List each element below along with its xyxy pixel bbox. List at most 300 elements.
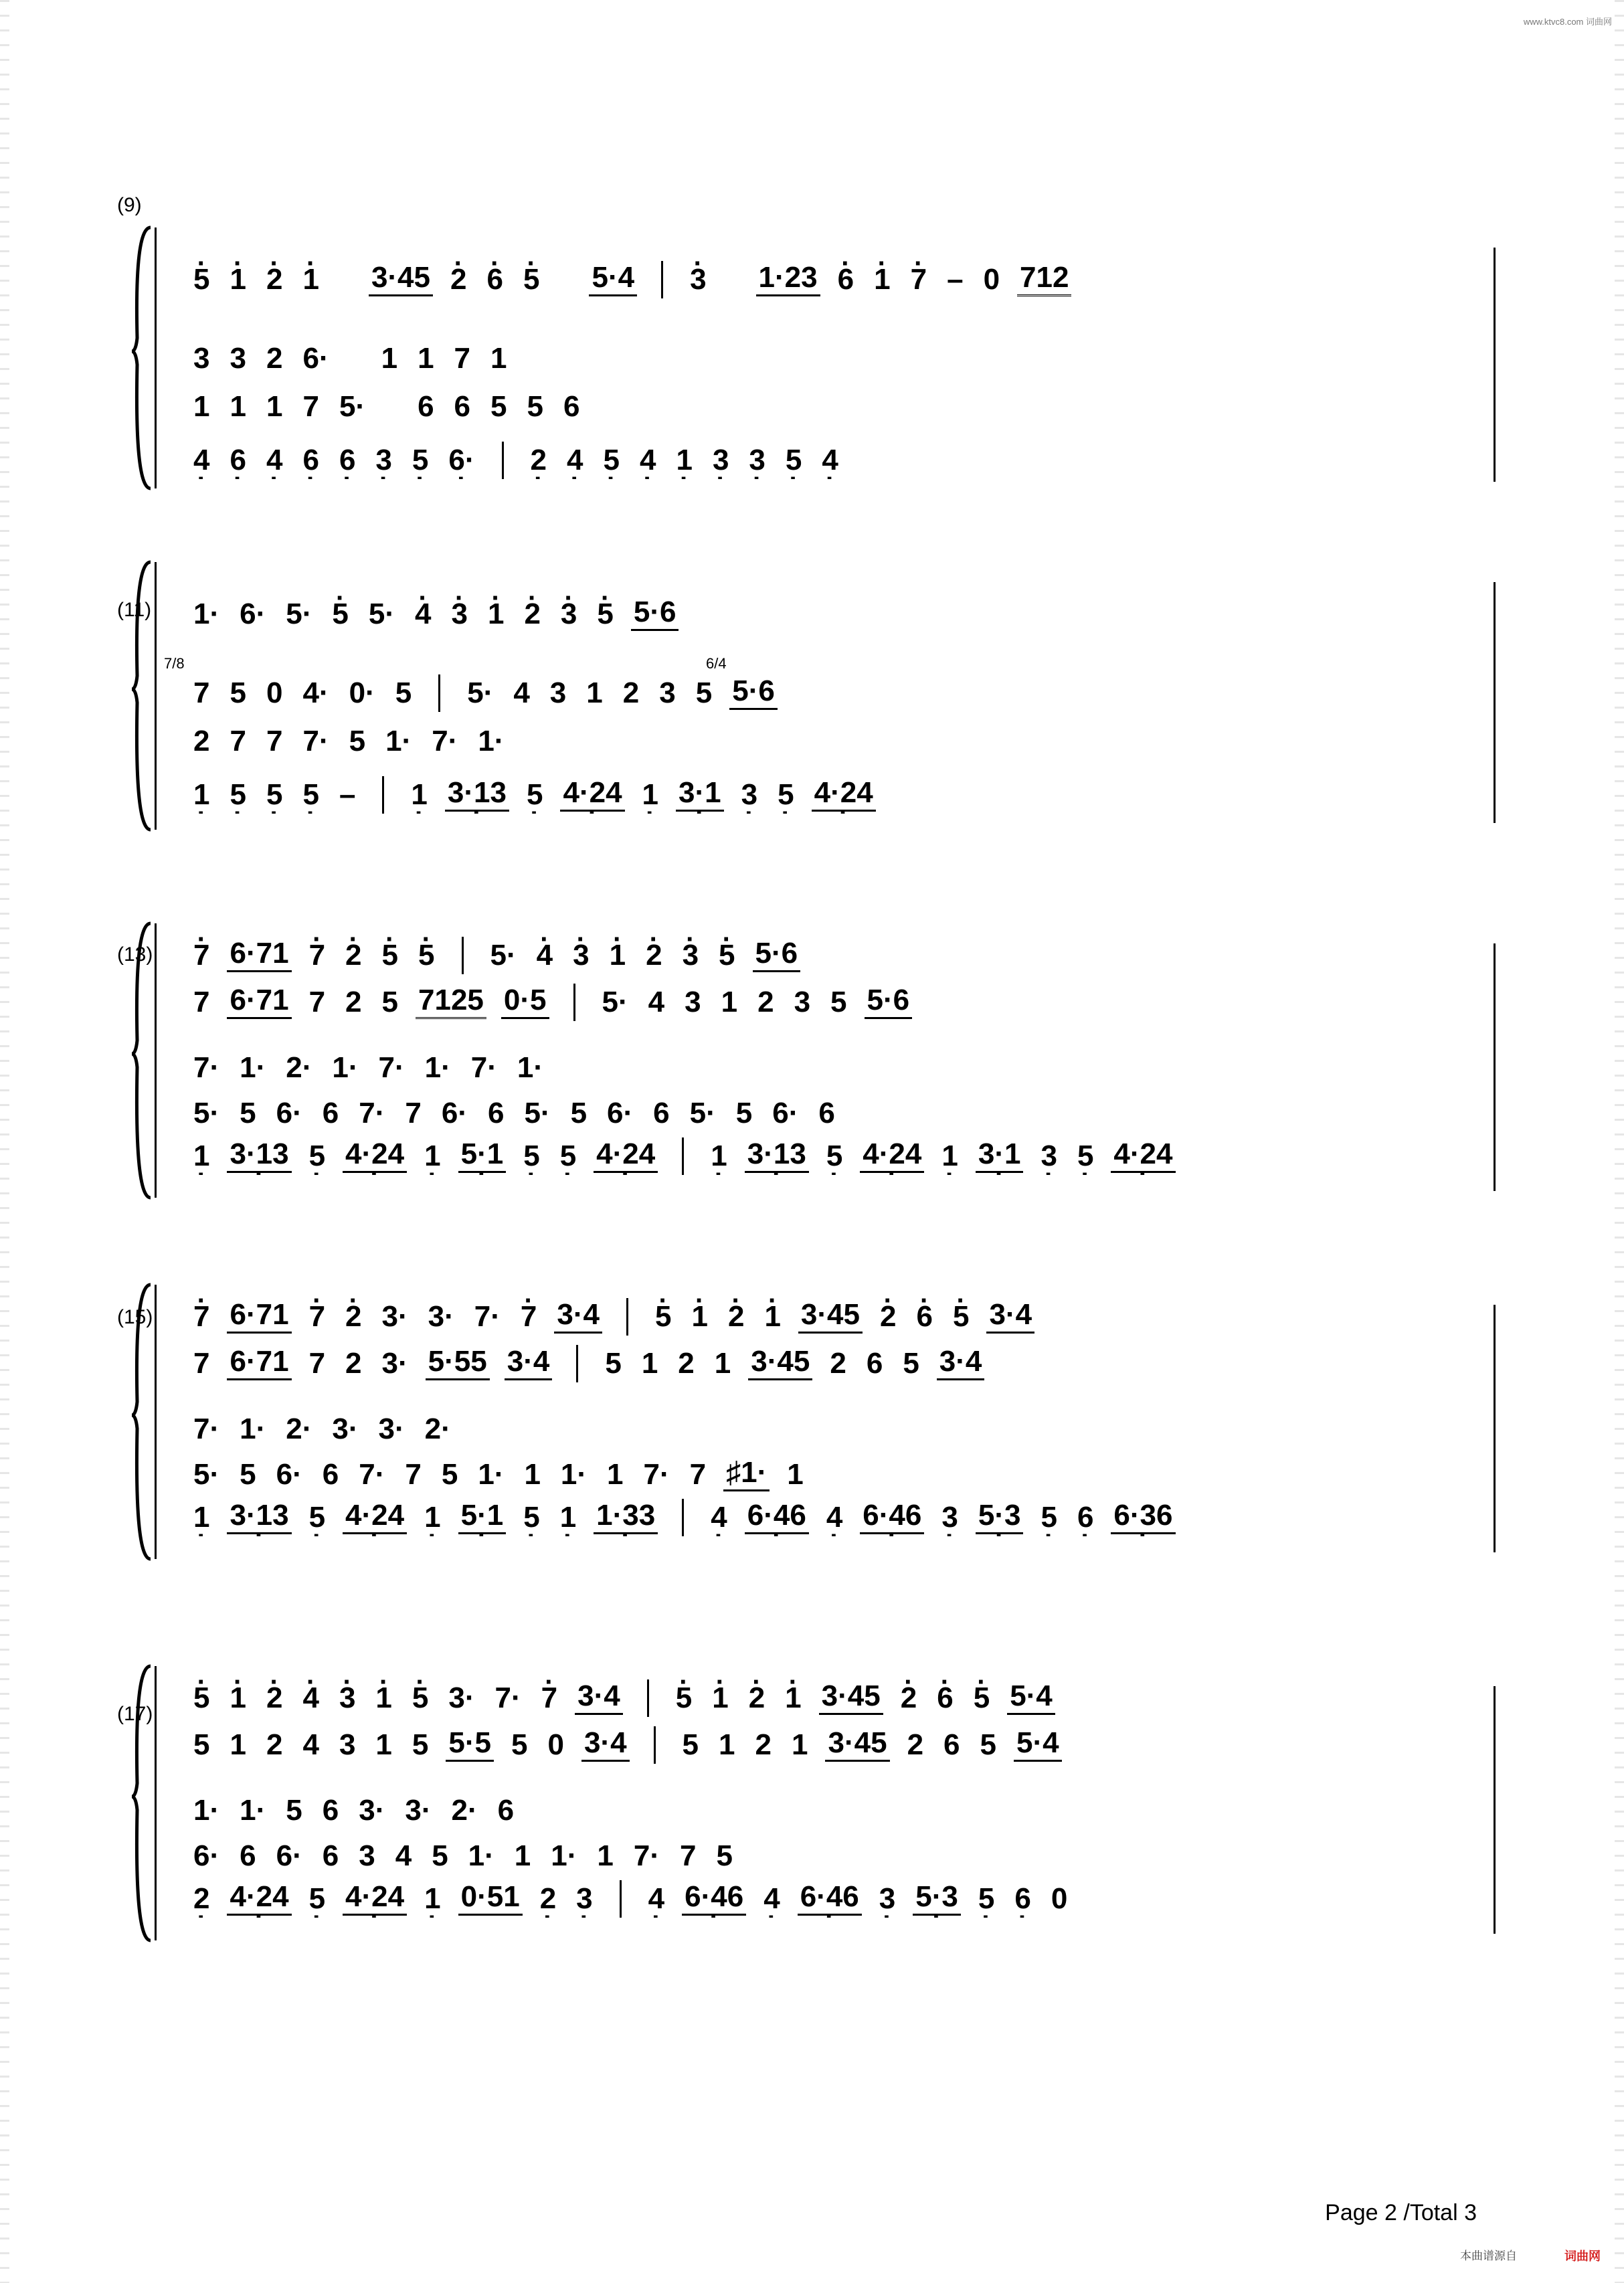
note: 1· xyxy=(193,598,220,630)
barline xyxy=(661,261,663,298)
note: 5 · xyxy=(521,1503,542,1532)
note: · 2 xyxy=(725,1302,747,1332)
note: 6· xyxy=(193,1839,220,1872)
note: 6 xyxy=(240,1839,256,1872)
system-left-barline xyxy=(155,1285,157,1559)
note: 1 · xyxy=(422,1884,443,1914)
note: 7 xyxy=(405,1097,422,1129)
barline xyxy=(502,442,504,479)
note: 5 xyxy=(381,986,399,1018)
note: 5 · xyxy=(557,1142,579,1171)
note: · 5 xyxy=(191,1683,212,1713)
note: 3· xyxy=(381,1347,408,1380)
note: · 5 xyxy=(594,600,616,629)
notation-row xyxy=(191,596,1482,633)
note: 7· xyxy=(643,1458,670,1491)
note: 3· xyxy=(359,1794,385,1827)
watermark-source-label: 本曲谱源自 xyxy=(1460,2250,1517,2262)
note: 4 · xyxy=(646,1884,667,1914)
note: 1 xyxy=(792,1728,808,1761)
note: 3·4 xyxy=(554,1300,602,1334)
note: 1 · xyxy=(191,1503,212,1532)
note: 712 xyxy=(1017,263,1071,296)
note: 3·1 · xyxy=(976,1139,1024,1173)
system-brace xyxy=(130,535,153,843)
note: 4· xyxy=(302,676,329,709)
note: 5·5 xyxy=(446,1728,494,1762)
note: 3 · xyxy=(939,1503,960,1532)
note: 5 xyxy=(716,1839,733,1872)
note: 4 xyxy=(302,1728,319,1761)
note: 6 xyxy=(866,1347,883,1380)
note: 1 xyxy=(375,1728,392,1761)
note: 7 xyxy=(680,1839,697,1872)
note: 3 · xyxy=(710,446,731,475)
note: 1 xyxy=(607,1458,624,1491)
note: 6 · xyxy=(227,446,248,475)
note: 5 · xyxy=(783,446,804,475)
note: 5 · xyxy=(824,1142,845,1171)
note: 7· xyxy=(432,725,458,757)
note: 1 xyxy=(266,390,283,423)
note: 3·13 · xyxy=(227,1501,291,1534)
note: 3 xyxy=(359,1839,375,1872)
notation-row xyxy=(191,1049,1482,1087)
note: 6 xyxy=(818,1097,835,1129)
note: 7· xyxy=(494,1681,521,1714)
left-edge-pattern xyxy=(0,0,9,2283)
note: 5 · xyxy=(227,780,248,810)
note: 5·55 xyxy=(426,1347,490,1380)
note: 7· xyxy=(359,1097,385,1129)
note: · 5 xyxy=(410,1683,431,1713)
note: 5 xyxy=(286,1794,302,1827)
note: 1 xyxy=(787,1458,804,1491)
note: 5·1 · xyxy=(458,1501,507,1534)
note: 7· xyxy=(378,1051,405,1084)
note: 5 · xyxy=(521,1142,542,1171)
note: 3·45 xyxy=(825,1728,889,1762)
note: · 2 xyxy=(448,265,469,294)
note: 2 · xyxy=(537,1884,559,1914)
note: 4·24 · xyxy=(343,1501,407,1534)
note: 2 xyxy=(345,1347,362,1380)
note: 7· xyxy=(359,1458,385,1491)
notation-row xyxy=(191,1345,1482,1382)
note: 6· xyxy=(772,1097,799,1129)
note: 3·45 xyxy=(369,263,433,296)
barline xyxy=(462,937,464,974)
note: 1· xyxy=(478,725,505,757)
note: 5 · xyxy=(524,780,545,810)
note: 5 xyxy=(830,986,847,1018)
note: 1 xyxy=(586,676,603,709)
note: 5 xyxy=(490,390,507,423)
note: · 7 xyxy=(908,265,929,294)
note: 1 · xyxy=(557,1503,579,1532)
time-signature: 7/8 xyxy=(164,655,185,672)
note: 1 · xyxy=(640,780,661,810)
note: 4 · xyxy=(637,446,658,475)
note: 3· xyxy=(378,1412,405,1445)
note: 1 xyxy=(490,342,507,375)
note: 5 xyxy=(230,676,246,709)
note: 3·45 xyxy=(748,1347,812,1380)
note: 6 xyxy=(322,1097,339,1129)
notation-row xyxy=(191,1499,1482,1536)
barline xyxy=(654,1726,656,1764)
note: 6 xyxy=(653,1097,670,1129)
note: 1 · xyxy=(422,1142,443,1171)
note: 1 xyxy=(721,986,738,1018)
system-left-barline xyxy=(155,227,157,488)
measure-number: (17) xyxy=(117,1703,153,1725)
note: 1 · xyxy=(708,1142,729,1171)
note: 4 · xyxy=(708,1503,729,1532)
note: 5·6 xyxy=(865,986,913,1019)
note: 5 · xyxy=(1038,1503,1059,1532)
note: 1· xyxy=(517,1051,543,1084)
note: 4 · xyxy=(191,446,212,475)
note: · 5 xyxy=(950,1302,972,1332)
note: 7 xyxy=(454,342,471,375)
note: 5 xyxy=(511,1728,528,1761)
note: 4·24 · xyxy=(812,778,876,812)
note: 1 xyxy=(719,1728,735,1761)
note: 7 xyxy=(689,1458,707,1491)
note: 2 · xyxy=(528,446,549,475)
barline xyxy=(647,1679,649,1717)
note: 0 xyxy=(1051,1882,1068,1915)
note: 4 xyxy=(648,986,665,1018)
note: 2 xyxy=(757,986,774,1018)
note: 5 · xyxy=(300,780,321,810)
note: 6·71 xyxy=(227,939,291,972)
note: 7 xyxy=(193,1347,210,1380)
note: 5·6 xyxy=(631,598,679,631)
note: 1· xyxy=(332,1051,359,1084)
note: 1· xyxy=(560,1458,588,1491)
notation-row xyxy=(191,1679,1482,1717)
note: 6·71 xyxy=(227,1300,291,1334)
system-right-barline xyxy=(1494,248,1496,482)
note: 4·24 · xyxy=(343,1882,407,1916)
score-system xyxy=(117,1258,1496,1572)
note: 5 · xyxy=(306,1503,328,1532)
note: 5 xyxy=(682,1728,699,1761)
note: 1 xyxy=(418,342,434,375)
note: · 1 xyxy=(373,1683,394,1713)
note: 4 · xyxy=(264,446,285,475)
note: · 7 xyxy=(306,1302,328,1332)
note: 2 xyxy=(907,1728,924,1761)
note: · 2 xyxy=(343,941,364,970)
note: 7 xyxy=(308,1347,326,1380)
note: 5 xyxy=(527,390,543,423)
note: 1 · xyxy=(191,1142,212,1171)
note: 2 xyxy=(266,342,283,375)
note: · 7 xyxy=(191,941,212,970)
note: · 2 xyxy=(343,1302,364,1332)
note: 6·71 xyxy=(227,986,291,1019)
note: 1 xyxy=(193,390,210,423)
note: 3 xyxy=(193,342,210,375)
note: 5 xyxy=(735,1097,753,1129)
measure-number: (13) xyxy=(117,943,153,966)
note: 6· xyxy=(441,1097,468,1129)
note: 6 xyxy=(322,1794,339,1827)
note: 2· xyxy=(286,1051,312,1084)
note: 3·13 · xyxy=(745,1139,809,1173)
right-edge-pattern xyxy=(1615,0,1624,2283)
note: 4·24 · xyxy=(860,1139,924,1173)
note: 5 · xyxy=(976,1884,997,1914)
system-left-barline xyxy=(155,1666,157,1940)
note: 6 · xyxy=(1075,1503,1096,1532)
note: · 1 xyxy=(871,265,893,294)
note: 7125 xyxy=(416,986,486,1019)
note: · 6 xyxy=(835,265,856,294)
note: 6· · xyxy=(446,446,477,475)
notation-row xyxy=(191,1880,1482,1918)
note: 7· xyxy=(474,1300,501,1333)
note: · 6 xyxy=(934,1683,956,1713)
note: 6 xyxy=(418,390,434,423)
note: 5 xyxy=(980,1728,997,1761)
note: 6·46 · xyxy=(745,1501,809,1534)
note: 5 xyxy=(240,1097,256,1129)
header-site-link[interactable]: www.ktvc8.com 词曲网 xyxy=(1523,17,1612,27)
note: 6·46 · xyxy=(860,1501,924,1534)
note: · 4 xyxy=(300,1683,321,1713)
note: 3·13 · xyxy=(445,778,509,812)
time-signature: 6/4 xyxy=(706,655,727,672)
note: 7· xyxy=(302,725,329,757)
note: · 1 xyxy=(485,600,507,629)
note: 6 xyxy=(322,1458,339,1491)
note: 4·24 · xyxy=(1111,1139,1175,1173)
notation-row xyxy=(191,776,1482,814)
barline xyxy=(573,984,575,1021)
note: · 4 xyxy=(534,941,555,970)
note: 5· xyxy=(339,390,366,423)
note: 3·45 xyxy=(819,1681,883,1715)
note: 1 · xyxy=(673,446,695,475)
note: 6 xyxy=(563,390,580,423)
note: 6· xyxy=(240,598,266,630)
note: 5 xyxy=(412,1728,429,1761)
note: 3 xyxy=(659,676,676,709)
note: 3 · xyxy=(746,446,768,475)
note: 4·24 · xyxy=(343,1139,407,1173)
note: 1·33 · xyxy=(594,1501,658,1534)
note: 7 xyxy=(405,1458,422,1491)
note: 4·24 · xyxy=(227,1882,291,1916)
note: · 2 xyxy=(746,1683,768,1713)
note: · 2 xyxy=(264,265,285,294)
note: · 1 xyxy=(761,1302,783,1332)
note: · 5 xyxy=(191,265,212,294)
note: 5· xyxy=(490,939,517,972)
note: 1 · xyxy=(191,780,212,810)
note: 5 · xyxy=(306,1142,328,1171)
note: 1· xyxy=(240,1051,266,1084)
note: 5 xyxy=(903,1347,919,1380)
note: 3· xyxy=(381,1300,408,1333)
note: · 6 xyxy=(484,265,506,294)
watermark-logo: 词曲网 xyxy=(1564,2250,1601,2263)
note: 1· xyxy=(424,1051,451,1084)
notation-row xyxy=(191,388,1482,426)
note: 5· xyxy=(286,598,312,630)
note: 1 · xyxy=(939,1142,960,1171)
note: 1· xyxy=(240,1794,266,1827)
notation-row xyxy=(191,261,1482,298)
note: 0·51 xyxy=(458,1882,523,1916)
system-right-barline xyxy=(1494,1305,1496,1552)
note: 7 xyxy=(230,725,246,757)
note: 1 xyxy=(230,1728,246,1761)
note: 1· xyxy=(551,1839,577,1872)
note: 5· xyxy=(524,1097,551,1129)
note: 5·3 · xyxy=(913,1882,961,1916)
note: 2· xyxy=(424,1412,451,1445)
note: ♯1· xyxy=(723,1458,770,1491)
note: · 1 xyxy=(709,1683,731,1713)
note: 7 xyxy=(266,725,283,757)
note: 7 xyxy=(302,390,319,423)
note: 6· xyxy=(276,1839,302,1872)
note: 4 · xyxy=(564,446,585,475)
notation-row xyxy=(191,442,1482,479)
notation-row xyxy=(191,1137,1482,1175)
note: 3· xyxy=(448,1681,475,1714)
note: 6 xyxy=(454,390,471,423)
note: 0 xyxy=(983,263,1000,296)
note: · 6 xyxy=(913,1302,935,1332)
note: 2 xyxy=(755,1728,772,1761)
note: 5 · xyxy=(1075,1142,1096,1171)
note: 6·36 · xyxy=(1111,1501,1175,1534)
notation-row xyxy=(191,674,1482,712)
note: 3 xyxy=(230,342,246,375)
note: 6· xyxy=(276,1097,302,1129)
page-indicator: Page 2 /Total 3 xyxy=(1325,2200,1477,2225)
note: 7· xyxy=(193,1412,220,1445)
note: 5·3 · xyxy=(976,1501,1024,1534)
note: · 2 xyxy=(898,1683,919,1713)
note: · 1 xyxy=(300,265,321,294)
note: · 7 xyxy=(539,1683,560,1713)
system-right-barline xyxy=(1494,582,1496,823)
note: 6 xyxy=(487,1097,505,1129)
note: 2 xyxy=(830,1347,846,1380)
note: 1 · xyxy=(422,1503,443,1532)
barline xyxy=(626,1298,628,1336)
note: · 2 xyxy=(264,1683,285,1713)
note: 3 xyxy=(339,1728,356,1761)
note: 1 xyxy=(524,1458,541,1491)
note: · 5 xyxy=(652,1302,674,1332)
note: 1 xyxy=(714,1347,731,1380)
note: 5 xyxy=(349,725,366,757)
note: 5 xyxy=(695,676,713,709)
note: 4 · xyxy=(824,1503,845,1532)
note: · 3 xyxy=(558,600,579,629)
note: 3 xyxy=(685,986,701,1018)
note: · 5 xyxy=(521,265,542,294)
note: 6· xyxy=(607,1097,634,1129)
note: · 2 xyxy=(643,941,664,970)
notation-row xyxy=(191,1792,1482,1829)
system-brace xyxy=(130,1258,153,1572)
note: 5· xyxy=(368,598,395,630)
note: · 3 xyxy=(337,1683,358,1713)
note: 5 · xyxy=(410,446,431,475)
note: 1 xyxy=(597,1839,614,1872)
notation-row xyxy=(191,723,1482,760)
notation-row xyxy=(191,1095,1482,1132)
note: 5·6 xyxy=(729,676,778,710)
note: 3· xyxy=(428,1300,454,1333)
note: · 4 xyxy=(412,600,434,629)
note: 6 · xyxy=(337,446,358,475)
measure-number: (15) xyxy=(117,1306,153,1328)
note: 5· xyxy=(467,676,494,709)
note: 0 xyxy=(547,1728,564,1761)
note: 3 · xyxy=(739,780,760,810)
system-brace xyxy=(130,201,153,502)
note: 2 xyxy=(622,676,640,709)
note: 1 xyxy=(514,1839,531,1872)
note: 4·24 · xyxy=(560,778,624,812)
note: 2 xyxy=(266,1728,283,1761)
note: 3· xyxy=(332,1412,359,1445)
note: 5·1 · xyxy=(458,1139,507,1173)
note: 7· xyxy=(193,1051,220,1084)
note: 6·71 xyxy=(227,1347,291,1380)
note: 2 xyxy=(345,986,362,1018)
note: 1· xyxy=(240,1412,266,1445)
note: · 3 xyxy=(680,941,701,970)
note: · 5 xyxy=(716,941,737,970)
note: 1· xyxy=(385,725,412,757)
note: 6 xyxy=(497,1794,515,1827)
note: 7· xyxy=(633,1839,660,1872)
note: 3·4 xyxy=(581,1728,630,1762)
measure-number: (11) xyxy=(117,599,152,621)
note: 5 · xyxy=(264,780,285,810)
note: 1 xyxy=(230,390,246,423)
note: 5· xyxy=(193,1458,220,1491)
note: · 7 xyxy=(191,1302,212,1332)
barline xyxy=(382,776,384,814)
note: 4 xyxy=(513,676,530,709)
notation-row xyxy=(191,340,1482,377)
note: · 7 xyxy=(306,941,328,970)
barline xyxy=(438,674,440,712)
note: 5·6 xyxy=(753,939,801,972)
note: 2· xyxy=(451,1794,478,1827)
note: 4·24 · xyxy=(594,1139,658,1173)
sustain-dash: – xyxy=(339,778,356,811)
note: 4 · xyxy=(819,446,840,475)
note: · 5 xyxy=(673,1683,695,1713)
note: 0· xyxy=(349,676,375,709)
note: 5 xyxy=(432,1839,448,1872)
note: 3·4 xyxy=(937,1347,985,1380)
note: 5·4 xyxy=(589,263,637,296)
